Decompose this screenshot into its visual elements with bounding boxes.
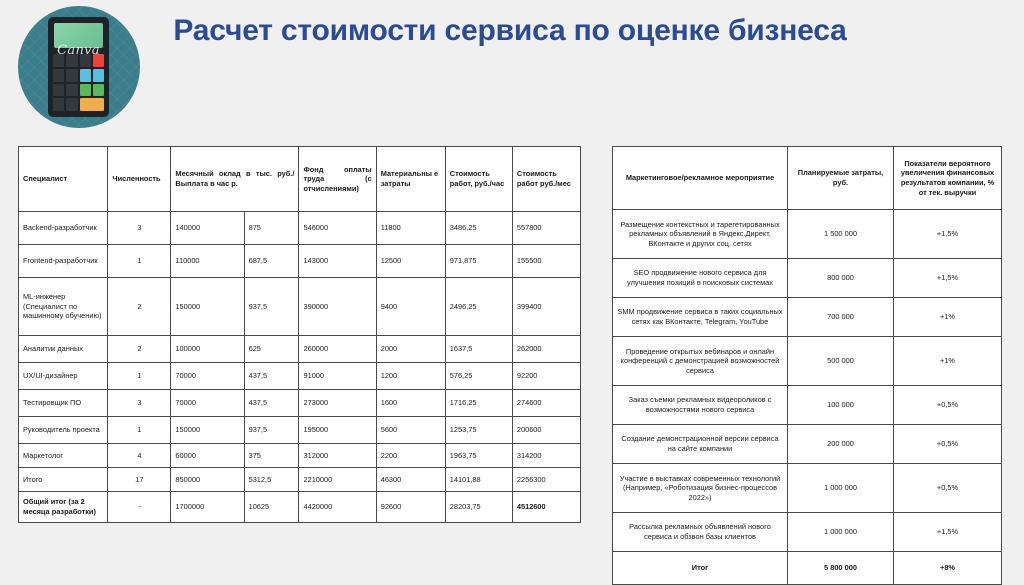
cell-cost: 1 000 000 <box>788 464 894 513</box>
cell-payroll-fund: 195000 <box>299 417 376 444</box>
calculator-key <box>66 54 77 67</box>
col-header-cost-hour: Стоимость работ, руб./час <box>445 147 512 212</box>
cell-cost: 200 000 <box>788 425 894 464</box>
table-row <box>19 444 581 468</box>
calculator-key-orange <box>80 98 105 111</box>
cell-salary-month: 70000 <box>171 390 244 417</box>
cell-specialist: Общий итог (за 2 месяца разработки) <box>19 492 108 523</box>
cell-growth: +1% <box>894 298 1002 337</box>
cell-salary-month: 110000 <box>171 245 244 278</box>
calculator-key-red <box>93 54 104 67</box>
cell-specialist: Тестировщик ПО <box>19 390 108 417</box>
cell-salary-month: 850000 <box>171 468 244 492</box>
cell-material-costs: 46300 <box>376 468 445 492</box>
marketing-table-container <box>612 146 1001 585</box>
cell-specialist: Руководитель проекта <box>19 417 108 444</box>
cell-cost: 100 000 <box>788 386 894 425</box>
cell-salary-hour: 687,5 <box>244 245 299 278</box>
calculator-key <box>53 69 64 82</box>
cost-table-header-row <box>19 147 581 212</box>
col-header-growth: Показатели вероятного увеличения финансовых результатов компании, % от тек. выручки <box>894 147 1002 210</box>
table-row <box>19 278 581 336</box>
calculator-key <box>53 98 64 111</box>
table-row <box>613 464 1002 513</box>
cell-cost: 500 000 <box>788 337 894 386</box>
cell-salary-month: 1700000 <box>171 492 244 523</box>
table-row <box>19 363 581 390</box>
cell-cost-month: 274600 <box>512 390 580 417</box>
cell-salary-hour: 875 <box>244 212 299 245</box>
col-header-cost-month: Стоимость работ руб./мес <box>512 147 580 212</box>
cell-cost: 5 800 000 <box>788 552 894 585</box>
calculator-logo <box>18 6 140 128</box>
col-header-planned-cost: Планируемые затраты, руб. <box>788 147 894 210</box>
cell-material-costs: 2200 <box>376 444 445 468</box>
cell-count: 1 <box>108 417 171 444</box>
cell-payroll-fund: 143000 <box>299 245 376 278</box>
cell-activity: Заказ съемки рекламных видеороликов с возможностями нового сервиса <box>613 386 788 425</box>
cell-growth: +1% <box>894 337 1002 386</box>
cell-payroll-fund: 2210000 <box>299 468 376 492</box>
cell-growth: +1,5% <box>894 513 1002 552</box>
calculator-key-green <box>80 84 91 97</box>
calculator-icon <box>48 17 109 117</box>
cell-salary-hour: 937,5 <box>244 278 299 336</box>
cell-cost: 1 500 000 <box>788 210 894 259</box>
marketing-table-body <box>613 210 1002 585</box>
cell-cost-hour: 576,25 <box>445 363 512 390</box>
table-row <box>613 210 1002 259</box>
table-row <box>19 417 581 444</box>
cell-payroll-fund: 273000 <box>299 390 376 417</box>
calculator-key-green <box>93 84 104 97</box>
cell-activity: Итог <box>613 552 788 585</box>
cell-activity: Рассылка рекламных объявлений нового сервиса и обзвон базы клиентов <box>613 513 788 552</box>
col-header-activity: Маркетинговое/рекламное мероприятие <box>613 147 788 210</box>
table-row <box>19 336 581 363</box>
col-header-specialist: Специалист <box>19 147 108 212</box>
cell-payroll-fund: 260000 <box>299 336 376 363</box>
cell-payroll-fund: 546000 <box>299 212 376 245</box>
cell-count: 2 <box>108 336 171 363</box>
cell-payroll-fund: 91000 <box>299 363 376 390</box>
cell-cost-month: 262000 <box>512 336 580 363</box>
cell-growth: +0,5% <box>894 386 1002 425</box>
cell-cost-month: 200600 <box>512 417 580 444</box>
cell-growth: +1,5% <box>894 210 1002 259</box>
cell-salary-month: 140000 <box>171 212 244 245</box>
cell-material-costs: 1200 <box>376 363 445 390</box>
cell-cost-month: 399400 <box>512 278 580 336</box>
cell-cost-hour: 971,875 <box>445 245 512 278</box>
cost-table-container <box>18 146 581 523</box>
calculator-screen <box>54 23 103 48</box>
marketing-table-header <box>613 147 1002 210</box>
cost-calculation-table <box>18 146 581 523</box>
col-header-payroll-fund: Фонд оплаты труда (с отчислениями) <box>299 147 376 212</box>
calculator-keypad <box>53 54 104 111</box>
cell-growth: +8% <box>894 552 1002 585</box>
cell-salary-hour: 437,5 <box>244 390 299 417</box>
cell-salary-month: 70000 <box>171 363 244 390</box>
calculator-key <box>66 98 77 111</box>
cell-cost-hour: 28203,75 <box>445 492 512 523</box>
cell-salary-hour: 5312,5 <box>244 468 299 492</box>
cell-cost-hour: 1963,75 <box>445 444 512 468</box>
cell-activity: SMM продвижение сервиса в таких социальных сетях как ВКонтакте, Telegram, YouTube <box>613 298 788 337</box>
cell-growth: +0,5% <box>894 425 1002 464</box>
cell-cost-hour: 2496,25 <box>445 278 512 336</box>
calculator-key-blue <box>80 69 91 82</box>
cell-cost-hour: 14101,88 <box>445 468 512 492</box>
cell-cost-month: 557800 <box>512 212 580 245</box>
cell-specialist: Итого <box>19 468 108 492</box>
cell-count: 2 <box>108 278 171 336</box>
cell-count: 4 <box>108 444 171 468</box>
cell-salary-month: 100000 <box>171 336 244 363</box>
cell-specialist: Маркетолог <box>19 444 108 468</box>
cell-specialist: Backend-разработчик <box>19 212 108 245</box>
marketing-table-header-row <box>613 147 1002 210</box>
cell-cost-hour: 3486,25 <box>445 212 512 245</box>
cell-cost-month: 155500 <box>512 245 580 278</box>
cell-salary-month: 150000 <box>171 417 244 444</box>
cell-salary-hour: 937,5 <box>244 417 299 444</box>
cell-salary-hour: 437,5 <box>244 363 299 390</box>
cell-material-costs: 11800 <box>376 212 445 245</box>
cell-material-costs: 92600 <box>376 492 445 523</box>
cell-cost-hour: 1716,25 <box>445 390 512 417</box>
cell-material-costs: 9400 <box>376 278 445 336</box>
cell-material-costs: 12500 <box>376 245 445 278</box>
cell-cost-month: 314200 <box>512 444 580 468</box>
calculator-key <box>66 69 77 82</box>
table-row <box>613 386 1002 425</box>
cell-cost-hour: 1637,5 <box>445 336 512 363</box>
cell-material-costs: 2000 <box>376 336 445 363</box>
cell-cost-month: 92200 <box>512 363 580 390</box>
table-row <box>19 212 581 245</box>
page-title: Расчет стоимости сервиса по оценке бизнеса <box>173 14 847 47</box>
cell-growth: +1,5% <box>894 259 1002 298</box>
cell-growth: +0,5% <box>894 464 1002 513</box>
cell-count: 1 <box>108 245 171 278</box>
cell-activity: Создание демонстрационной версии сервиса на сайте компании <box>613 425 788 464</box>
table-row-total <box>613 552 1002 585</box>
cell-salary-hour: 10625 <box>244 492 299 523</box>
cell-payroll-fund: 4420000 <box>299 492 376 523</box>
calculator-key <box>66 84 77 97</box>
col-header-material-costs: Материальны е затраты <box>376 147 445 212</box>
cell-salary-hour: 375 <box>244 444 299 468</box>
cell-material-costs: 5600 <box>376 417 445 444</box>
calculator-key <box>53 54 64 67</box>
col-header-count: Численность <box>108 147 171 212</box>
cell-count: 17 <box>108 468 171 492</box>
cell-activity: SEO продвижение нового сервиса для улучшения позиций в поисковых системах <box>613 259 788 298</box>
calculator-key <box>80 54 91 67</box>
col-header-salary: Месячный оклад в тыс. руб./Выплата в час р. <box>171 147 299 212</box>
cell-count: - <box>108 492 171 523</box>
cell-specialist: ML-инженер (Специалист по машинному обучению) <box>19 278 108 336</box>
slide-header <box>0 0 1024 138</box>
canva-watermark: Canva <box>57 43 100 58</box>
cell-cost-month: 2256300 <box>512 468 580 492</box>
cell-payroll-fund: 390000 <box>299 278 376 336</box>
cell-salary-month: 60000 <box>171 444 244 468</box>
calculator-key <box>53 84 64 97</box>
table-row-subtotal <box>19 468 581 492</box>
cell-activity: Проведение открытых вебинаров и онлайн конференций с демонстрацией возможностей сервиса <box>613 337 788 386</box>
table-row <box>613 298 1002 337</box>
table-row-grand-total <box>19 492 581 523</box>
cell-count: 1 <box>108 363 171 390</box>
table-row <box>613 337 1002 386</box>
cell-count: 3 <box>108 390 171 417</box>
cell-activity: Размещение контекстных и тарегетированных рекламных объявлений в Яндекс.Директ, ВКонтакте и других соц. сетях <box>613 210 788 259</box>
cell-specialist: UX/UI-дизайнер <box>19 363 108 390</box>
cell-specialist: Frontend-разработчик <box>19 245 108 278</box>
cell-specialist: Аналитик данных <box>19 336 108 363</box>
cell-salary-hour: 625 <box>244 336 299 363</box>
table-row <box>19 245 581 278</box>
cell-cost: 1 000 000 <box>788 513 894 552</box>
cell-cost-hour: 1253,75 <box>445 417 512 444</box>
calculator-key-blue <box>93 69 104 82</box>
table-row <box>613 259 1002 298</box>
table-row <box>613 513 1002 552</box>
cell-cost: 700 000 <box>788 298 894 337</box>
cell-salary-month: 150000 <box>171 278 244 336</box>
cell-count: 3 <box>108 212 171 245</box>
cost-table-body <box>19 212 581 523</box>
cell-material-costs: 1600 <box>376 390 445 417</box>
marketing-activities-table <box>612 146 1002 585</box>
cell-cost: 800 000 <box>788 259 894 298</box>
table-row <box>19 390 581 417</box>
table-row <box>613 425 1002 464</box>
cell-payroll-fund: 312000 <box>299 444 376 468</box>
cell-cost-month: 4512600 <box>512 492 580 523</box>
cell-activity: Участие в выставках современных технологий (Например, «Роботизация бизнес-процессов 2022») <box>613 464 788 513</box>
cost-table-header <box>19 147 581 212</box>
